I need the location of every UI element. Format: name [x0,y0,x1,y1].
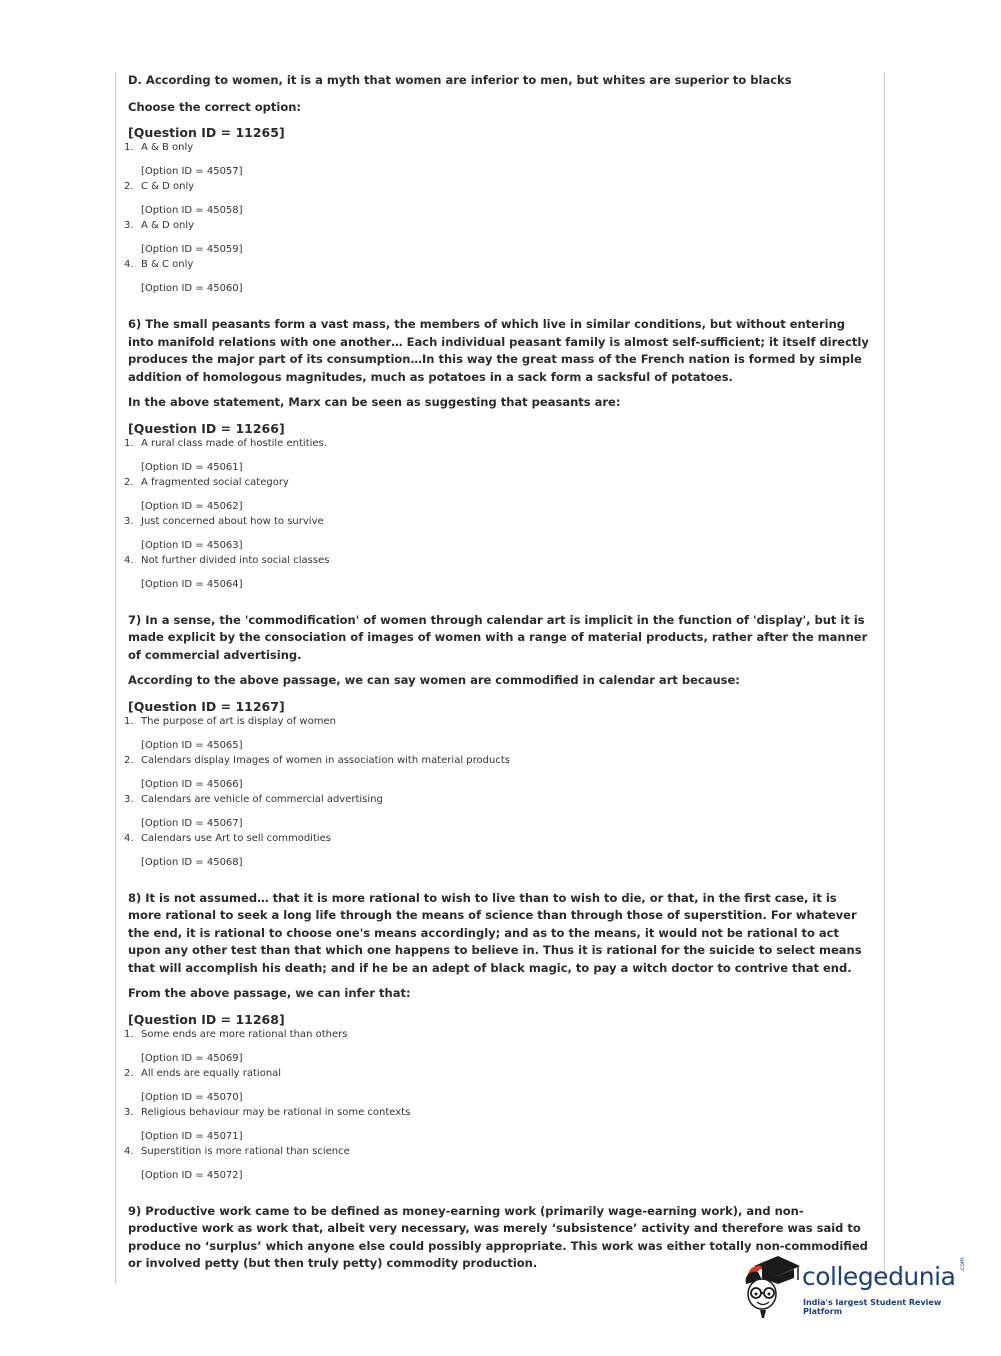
option-id: [Option ID = 45068] [141,856,243,868]
question-id: [Question ID = 11265] [128,125,285,140]
mascot-icon [740,1250,802,1320]
passage: 8) It is not assumed… that it is more rational to wish to live than to wish to die, or that, in the first case, it is more rational to seek a long life through the means of science than through those of superstition. For whatever the end, it is rational to choose one's means accordingly; and as to the means, it would not be rational to act upon any other test than that which one happens to believe in. Thus it is rational for the suicide to select means that will accomplish his death; and if he be an adept of black magic, to pay a witch doctor to contrive that end. [128,890,862,975]
page-left-rule [115,72,116,1284]
passage: 6) The small peasants form a vast mass, the members of which live in similar conditions, but without entering into manifold relations with one another… Each individual peasant family is almost self-sufficient; it itself directly produces the major part of its consumption…In this way the great mass of the French nation is formed by simple addition of homologous magnitudes, much as potatoes in a sack form a sacksful of potatoes. [128,317,869,384]
option: 3. Calendars are vehicle of commercial advertising [124,793,383,805]
question-id: [Question ID = 11268] [128,1011,285,1027]
statement-d: D. According to women, it is a myth that women are inferior to men, but whites are superior to blacks [128,73,792,87]
choose-prompt: Choose the correct option: [128,99,301,114]
option: 1. The purpose of art is display of women [124,715,336,727]
option: 3. A & D only [124,220,195,231]
option: 3. Just concerned about how to survive [124,515,324,527]
option-id: [Option ID = 45071] [141,1130,243,1142]
option-id: [Option ID = 45060] [141,283,243,294]
option: 2. Calendars display Images of women in association with material products [124,754,510,766]
option: 2. C & D only [124,181,195,192]
question-prompt: According to the above passage, we can say women are commodified in calendar art because: [128,673,740,687]
option-id: [Option ID = 45057] [141,166,243,177]
option-id: [Option ID = 45064] [141,578,243,590]
option: 4. B & C only [124,259,194,270]
question-11266 [124,316,872,592]
logo-dotcom: .com [959,1257,966,1272]
option: 1. Some ends are more rational than others [124,1028,348,1040]
option-id: [Option ID = 45058] [141,205,243,216]
option-id: [Option ID = 45065] [141,739,243,751]
option: 1. A rural class made of hostile entities. [124,437,327,449]
option-id: [Option ID = 45066] [141,778,243,790]
passage: 7) In a sense, the 'commodification' of women through calendar art is implicit in the function of 'display', but it is made explicit by the consociation of images of women with a range of material products, rather after the manner of commercial advertising. [128,612,868,662]
option: 4. Superstition is more rational than science [124,1145,350,1157]
option-id: [Option ID = 45059] [141,244,243,255]
passage: 9) Productive work came to be defined as money-earning work (primarily wage-earning work), and non-productive work as work that, albeit very necessary, was merely ‘subsistence’ activity and therefore was said to produce no ‘surplus’ which anyone else could possibly appropriate. This work was either totally non-commodified or involved petty (but then truly petty) commodity production. [128,1203,868,1270]
question-id: [Question ID = 11266] [128,420,285,436]
question-id: [Question ID = 11267] [128,698,285,714]
question-11265 [124,72,872,296]
page-right-rule [884,72,885,1284]
option-id: [Option ID = 45069] [141,1052,243,1064]
option-id: [Option ID = 45072] [141,1169,243,1181]
logo-tagline: India's largest Student Review Platform [803,1298,942,1316]
question-prompt: In the above statement, Marx can be seen as suggesting that peasants are: [128,395,621,409]
option: 1. A & B only [124,142,194,153]
option: 4. Calendars use Art to sell commodities [124,832,332,844]
option-id: [Option ID = 45061] [141,461,243,473]
option: 4. Not further divided into social classes [124,554,330,566]
question-11267 [124,612,872,870]
option: 3. Religious behaviour may be rational in some contexts [124,1106,411,1118]
option-id: [Option ID = 45063] [141,539,243,551]
question-paper [124,72,872,1293]
question-prompt: From the above passage, we can infer that: [128,986,411,1000]
option-id: [Option ID = 45070] [141,1091,243,1103]
collegedunia-logo[interactable] [740,1250,980,1320]
option: 2. All ends are equally rational [124,1067,282,1079]
question-11268 [124,890,872,1183]
option-id: [Option ID = 45062] [141,500,243,512]
logo-wordmark: collegedunia [802,1262,956,1291]
option: 2. A fragmented social category [124,476,289,488]
option-id: [Option ID = 45067] [141,817,243,829]
